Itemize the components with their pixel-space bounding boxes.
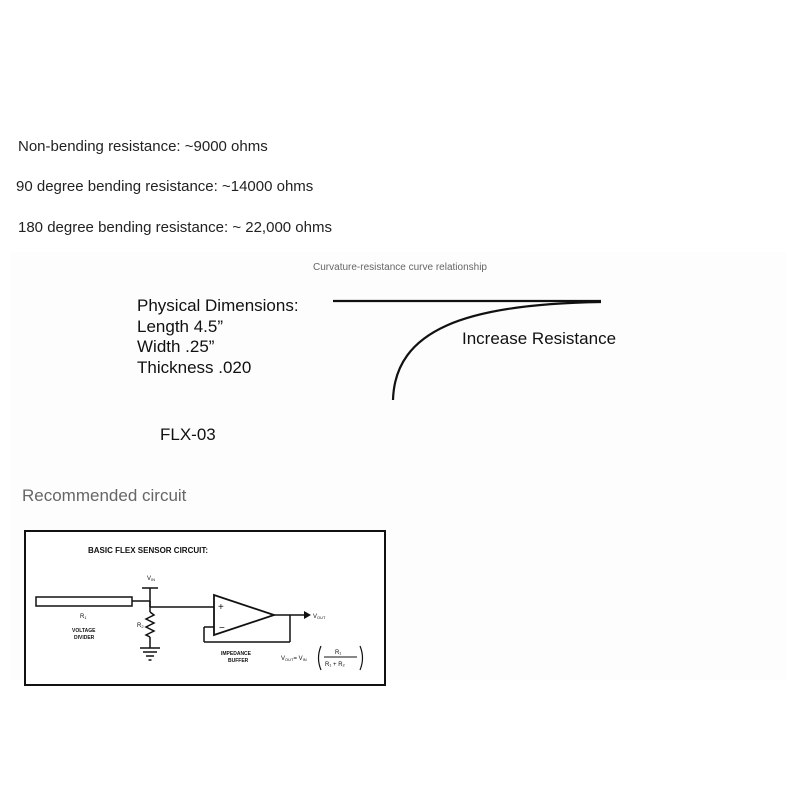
voltage-divider-label-1: VOLTAGE <box>72 628 96 634</box>
r2-label: R2 <box>137 623 144 629</box>
spec-90-degree-resistance: 90 degree bending resistance: ~14000 ohms <box>16 178 314 195</box>
svg-text:VOUT= VIN: VOUT= VIN <box>281 656 307 662</box>
plus-input-label: + <box>218 602 224 613</box>
r1-label: R1 <box>80 614 87 620</box>
increase-resistance-label: Increase Resistance <box>462 329 617 348</box>
curve-caption: Curvature-resistance curve relationship <box>313 262 487 273</box>
dimension-thickness: Thickness .020 <box>137 357 252 377</box>
minus-input-label: − <box>219 623 225 634</box>
circuit-title: BASIC FLEX SENSOR CIRCUIT: <box>88 546 209 555</box>
dimension-width: Width .25” <box>137 337 215 356</box>
flex-sensor-r1 <box>36 597 132 606</box>
svg-text:R₁ + R₂: R₁ + R₂ <box>325 662 345 668</box>
svg-text:R₁: R₁ <box>335 650 342 656</box>
vin-label: VIN <box>147 576 156 582</box>
dimensions-heading: Physical Dimensions: <box>137 296 299 315</box>
vout-label: VOUT <box>313 614 326 620</box>
bend-curve <box>393 302 601 400</box>
flex-sensor-circuit <box>24 530 386 686</box>
model-number: FLX-03 <box>160 425 216 444</box>
voltage-divider-label-2: DIVIDER <box>74 635 95 641</box>
recommended-circuit-label: Recommended circuit <box>22 486 187 505</box>
dimension-length: Length 4.5” <box>137 316 224 336</box>
impedance-buffer-label-2: BUFFER <box>228 658 249 664</box>
spec-non-bending-resistance: Non-bending resistance: ~9000 ohms <box>18 138 268 155</box>
impedance-buffer-label-1: IMPEDANCE <box>221 651 252 657</box>
physical-dimensions <box>137 296 299 378</box>
spec-180-degree-resistance: 180 degree bending resistance: ~ 22,000 ohms <box>18 219 332 236</box>
